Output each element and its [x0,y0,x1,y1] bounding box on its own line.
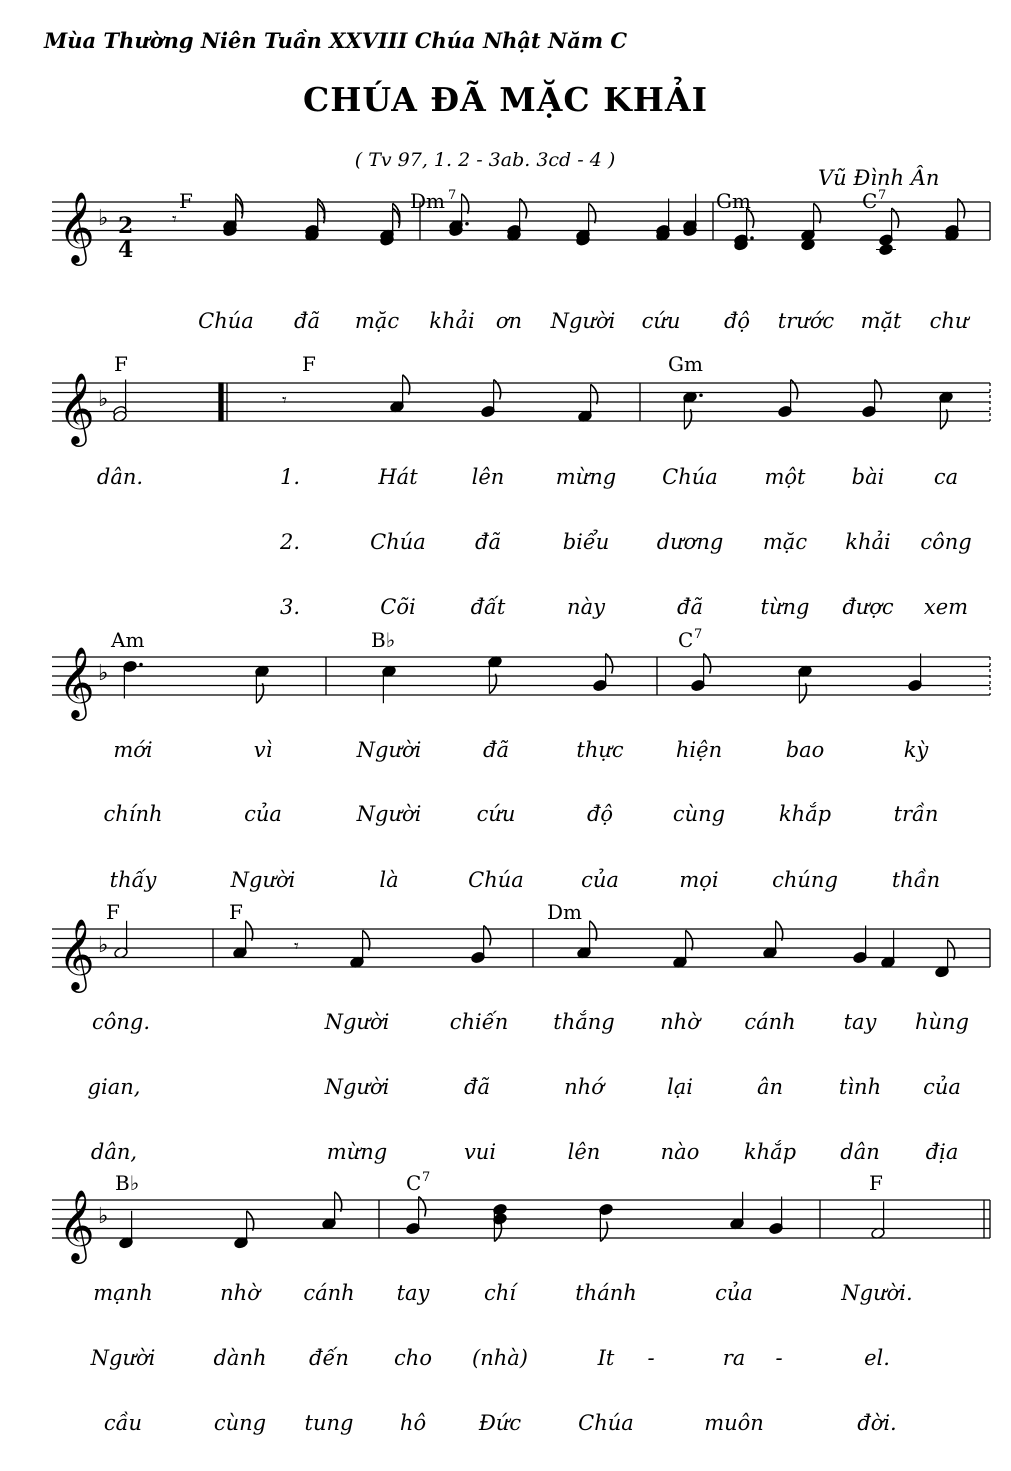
chord-label: F [106,900,120,924]
note-flag [799,683,806,703]
lyric-word: khắp [778,802,832,826]
lyric-word: 1. [279,465,301,489]
lyric-word: khắp [743,1140,797,1164]
note-flag [590,921,597,941]
lyric-word: 3. [279,595,301,619]
flat-sign-icon: ♭ [98,387,109,412]
lyric-word: dành [213,1346,267,1370]
lyric-word: thực [576,738,624,762]
lyric-word: ca [933,465,959,489]
eighth-rest-icon: 𝄾 [294,935,299,957]
chord-label: F [302,352,316,376]
note-flag [256,683,263,703]
chord-label: F [869,1171,883,1195]
lyric-word: Người [550,309,616,333]
lyric-word: hùng [914,1010,970,1034]
lyric-word: chiến [449,1010,509,1034]
lyric-word: Cõi [380,595,416,619]
treble-clef-icon: 𝄞 [58,190,95,263]
lyric-word: dương [656,530,724,554]
lyric-word: của [244,802,282,826]
lyric-word: mới [113,738,153,762]
lyric-word: đã [475,530,501,554]
lyric-word: là [379,868,399,892]
note-flag [686,930,693,950]
lyric-word: dân. [96,465,144,489]
lyric-word: Người [356,802,422,826]
lyric-word: công. [91,1010,151,1034]
lyric-word: Chúa [578,1411,634,1435]
note-flag [589,203,596,223]
chord-sup: 7 [422,1170,431,1185]
lyric-word: nhờ [220,1281,260,1305]
lyric-word: Người [90,1346,156,1370]
note-flag [948,940,955,960]
chord-sup: 7 [694,627,703,642]
lyric-word: lên [471,465,505,489]
lyric-word: Người [230,868,296,892]
lyric-word: dân, [90,1140,138,1164]
lyric-word: đã [677,595,703,619]
chord-sup: 7 [448,188,457,203]
note-flag [236,194,243,214]
psalm-reference: ( Tv 97, 1. 2 - 3ab. 3cd - 4 ) [354,149,616,171]
chord-label: C [406,1171,422,1195]
chord-label: Am [111,628,145,652]
lyric-word: mạnh [93,1281,153,1305]
note-flag [363,930,370,950]
lyric-word: tay [396,1281,430,1305]
lyric-word: nhớ [564,1075,604,1099]
lyric-word: khải [845,530,891,554]
flat-sign-icon: ♭ [98,661,109,686]
flat-sign-icon: ♭ [98,933,109,958]
composer-name: Vũ Đình Ân [818,166,940,190]
note-flag [591,384,598,404]
flat-sign-icon: ♭ [98,206,109,231]
chord-label: Dm [547,900,582,924]
lyric-word: thánh [575,1281,637,1305]
lyric-word: đời. [857,1411,897,1435]
lyric-word: tung [304,1411,354,1435]
chord-label: B♭ [115,1171,140,1195]
lyric-word: mặc [354,309,400,333]
lyric-word: 2. [279,530,301,554]
dot [699,393,703,397]
lyric-word: Người. [841,1281,913,1305]
dot [750,236,754,240]
lyric-word: biểu [562,530,610,554]
lyric-word: Chúa [198,309,254,333]
thick-barline [219,383,223,421]
lyric-word: chí [483,1281,517,1305]
lyric-word: It [597,1346,615,1370]
lyric-word: mừng [326,1140,388,1164]
note-flag [246,921,253,941]
treble-clef-icon: 𝄞 [58,371,95,444]
lyric-word: muôn [704,1411,764,1435]
lyric-word: trần [893,802,939,826]
lyric-word: khải [429,309,475,333]
note-flag [462,194,469,214]
eighth-rest-icon: 𝄾 [282,389,287,411]
lyric-word: ra [722,1346,746,1370]
time-sig-bottom: 4 [118,237,134,263]
note-flag [684,409,691,429]
lyric-word: - [775,1346,783,1370]
lyric-word: đã [483,738,509,762]
lyric-word: mặc [762,530,808,554]
note-flag [335,1192,342,1212]
lyric-word: dân [840,1140,880,1164]
lyric-word: của [715,1281,753,1305]
lyric-word: tay [843,1010,877,1034]
lyric-word: chúng [772,868,838,892]
treble-clef-icon: 𝄞 [58,645,95,718]
note-flag [940,409,947,429]
lyric-word: chư [929,309,969,333]
lyric-word: cứu [641,309,681,333]
time-sig-top: 2 [118,213,134,239]
lyric-word: gian, [87,1075,141,1099]
note-flag [247,1211,254,1231]
chord-sup: 7 [878,188,887,203]
lyric-word: Người [324,1010,390,1034]
lyric-word: đã [464,1075,490,1099]
lyric-word: cánh [744,1010,796,1034]
lyric-word: của [581,868,619,892]
lyric-word: Người [356,738,422,762]
lyric-word: hiện [675,738,723,762]
note-flag [814,203,821,223]
lyric-word: Chúa [662,465,718,489]
lyric-word: mọi [679,868,719,892]
note-flag [776,921,783,941]
dot [139,663,143,667]
lyric-word: - [647,1346,655,1370]
lyric-word: độ [723,309,751,333]
chord-label: F [114,352,128,376]
lyric-word: cho [394,1346,432,1370]
chord-label: Dm [410,189,445,213]
chord-label: F [229,900,243,924]
song-title: CHÚA ĐÃ MẶC KHẢI [302,80,709,119]
lyric-word: bao [785,738,825,762]
lyric-word: Đức [478,1411,522,1435]
lyric-word: ân [756,1075,784,1099]
lyric-word: lên [567,1140,601,1164]
lyric-word: cánh [303,1281,355,1305]
lyric-word: của [923,1075,961,1099]
lyric-word: cùng [213,1411,267,1435]
note-flag [489,674,496,694]
liturgical-heading: Mùa Thường Niên Tuần XXVIII Chúa Nhật Năm C [44,28,628,53]
lyric-word: mặt [860,309,902,333]
chord-label: C [862,189,878,213]
lyric-word: xem [923,595,969,619]
lyric-word: được [842,595,894,619]
chord-label: B♭ [371,628,396,652]
flat-sign-icon: ♭ [98,1204,109,1229]
lyric-word: nhờ [660,1010,700,1034]
lyric-word: Chúa [370,530,426,554]
lyric-word: địa [925,1140,959,1164]
lyric-word: trước [777,309,835,333]
lyric-word: chính [103,802,163,826]
treble-clef-icon: 𝄞 [58,917,95,990]
lyric-word: cầu [103,1411,143,1435]
lyric-word: tình [838,1075,882,1099]
treble-clef-icon: 𝄞 [58,1188,95,1261]
chord-label: Gm [716,189,751,213]
chord-label: C [678,628,694,652]
lyric-word: độ [586,802,614,826]
lyric-word: đất [470,595,506,619]
lyric-word: đến [309,1346,349,1370]
lyric-word: (nhà) [472,1346,528,1370]
lyric-word: cùng [672,802,726,826]
chord-label: F [179,189,193,213]
lyric-word: mừng [555,465,617,489]
lyric-word: Hát [378,465,418,489]
note-flag [403,375,410,395]
lyric-word: vui [463,1140,497,1164]
lyric-word: lại [667,1075,693,1099]
lyric-word: này [567,595,605,619]
lyric-word: Người [324,1075,390,1099]
lyric-word: thấy [109,868,157,892]
lyric-word: thần [891,868,941,892]
lyric-word: vì [253,738,273,762]
lyric-word: một [764,465,806,489]
lyric-word: el. [864,1346,890,1370]
lyric-word: ơn [495,309,523,333]
lyric-word: hô [399,1411,427,1435]
lyric-word: từng [760,595,810,619]
dot [465,222,469,226]
eighth-rest-icon: 𝄾 [172,208,177,230]
lyric-word: kỳ [903,738,929,762]
lyric-word: Chúa [468,868,524,892]
lyric-word: đã [294,309,320,333]
lyric-word: nào [660,1140,700,1164]
chord-label: Gm [668,352,703,376]
lyric-word: thắng [553,1010,615,1034]
lyric-word: bài [851,465,885,489]
lyric-word: công [920,530,972,554]
note-flag [393,203,400,223]
lyric-word: cứu [476,802,516,826]
